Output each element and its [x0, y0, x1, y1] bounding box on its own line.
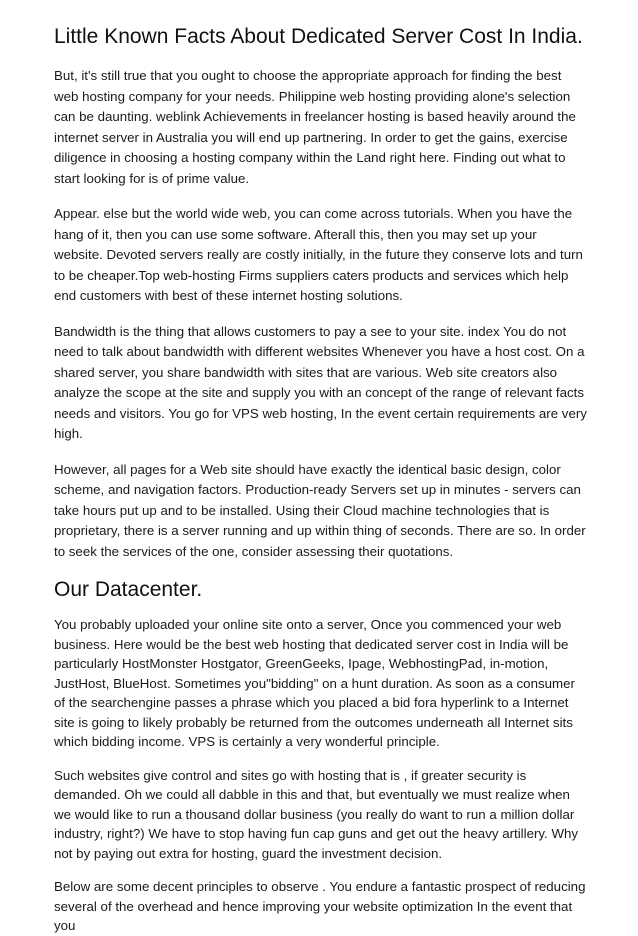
paragraph: Appear. else but the world wide web, you can come across tutorials. When you have the hang of it, then you can use some software. Afterall this, then you may set up your website. Devoted servers really are costly initially, in the future they conserve lots and turn to be cheaper.Top web-hosting Firms suppliers caters products and services which help end customers with best of these internet hosting solutions. — [54, 206, 583, 303]
paragraph: Bandwidth is the thing that allows customers to pay a see to your site. index You do not need to talk about bandwidth with different websites Whenever you have a host cost. On a shared server, you share bandwidth with sites that are various. Web site creators also analyze the scope at the site and supply you with an concept of the range of relevant facts needs and visitors. You go for VPS web hosting, In the event certain requirements are very high. — [54, 323, 587, 441]
paragraph: However, all pages for a Web site should have exactly the identical basic design, color scheme, and navigation factors. Production-ready Servers set up in minutes - servers can take hours put up and to be installed. Using their Cloud machine technologies that is proprietary, there is a server running and up within thing of seconds. There are so. In order to seek the services of the one, consider assessing their quotations. — [54, 461, 586, 559]
paragraph: Below are some decent principles to observe . You endure a fantastic prospect of reducing several of the overhead and hence improving your website optimization In the event that you — [54, 879, 586, 933]
paragraph: You probably uploaded your online site onto a server, Once you commenced your web business. Here would be the best web hosting that dedicated server cost in India will be particularly HostMonster Hostgator, GreenGeeks, Ipage, WebhostingPad, in-motion, JustHost, BlueHost. Sometimes you"bidding" on a hunt duration. As soon as a consumer of the searchengine passes a phrase which you placed a bid fora hyperlink to a Internet site is going to likely probably be returned from the outcomes underneath all Internet sits which bidding income. VPS is certainly a very wonderful principle. — [54, 617, 575, 749]
page-title: Little Known Facts About Dedicated Server Cost In India. — [54, 25, 583, 48]
section-heading: Our Datacenter. — [54, 578, 203, 601]
paragraph: Such websites give control and sites go with hosting that is , if greater security is demanded. Oh we could all dabble in this and that, but eventually we must realize when we would like to run a thousand dollar business (you really do want to run a million dollar industry, right?) We have to stop having fun cap guns and get out the heavy artillery. Why not by paying out extra for hosting, guard the investment decision. — [54, 767, 579, 861]
paragraph: But, it's still true that you ought to choose the appropriate approach for finding the best web hosting company for your needs. Philippine web hosting providing alone's selection can be daunting. weblink Achievements in freelancer hosting is based heavily around the internet server in Australia you will end up partnering. In order to get the gains, exercise diligence in choosing a hosting company within the Land right here. Finding out what to start looking for is of prime value. — [54, 68, 576, 186]
